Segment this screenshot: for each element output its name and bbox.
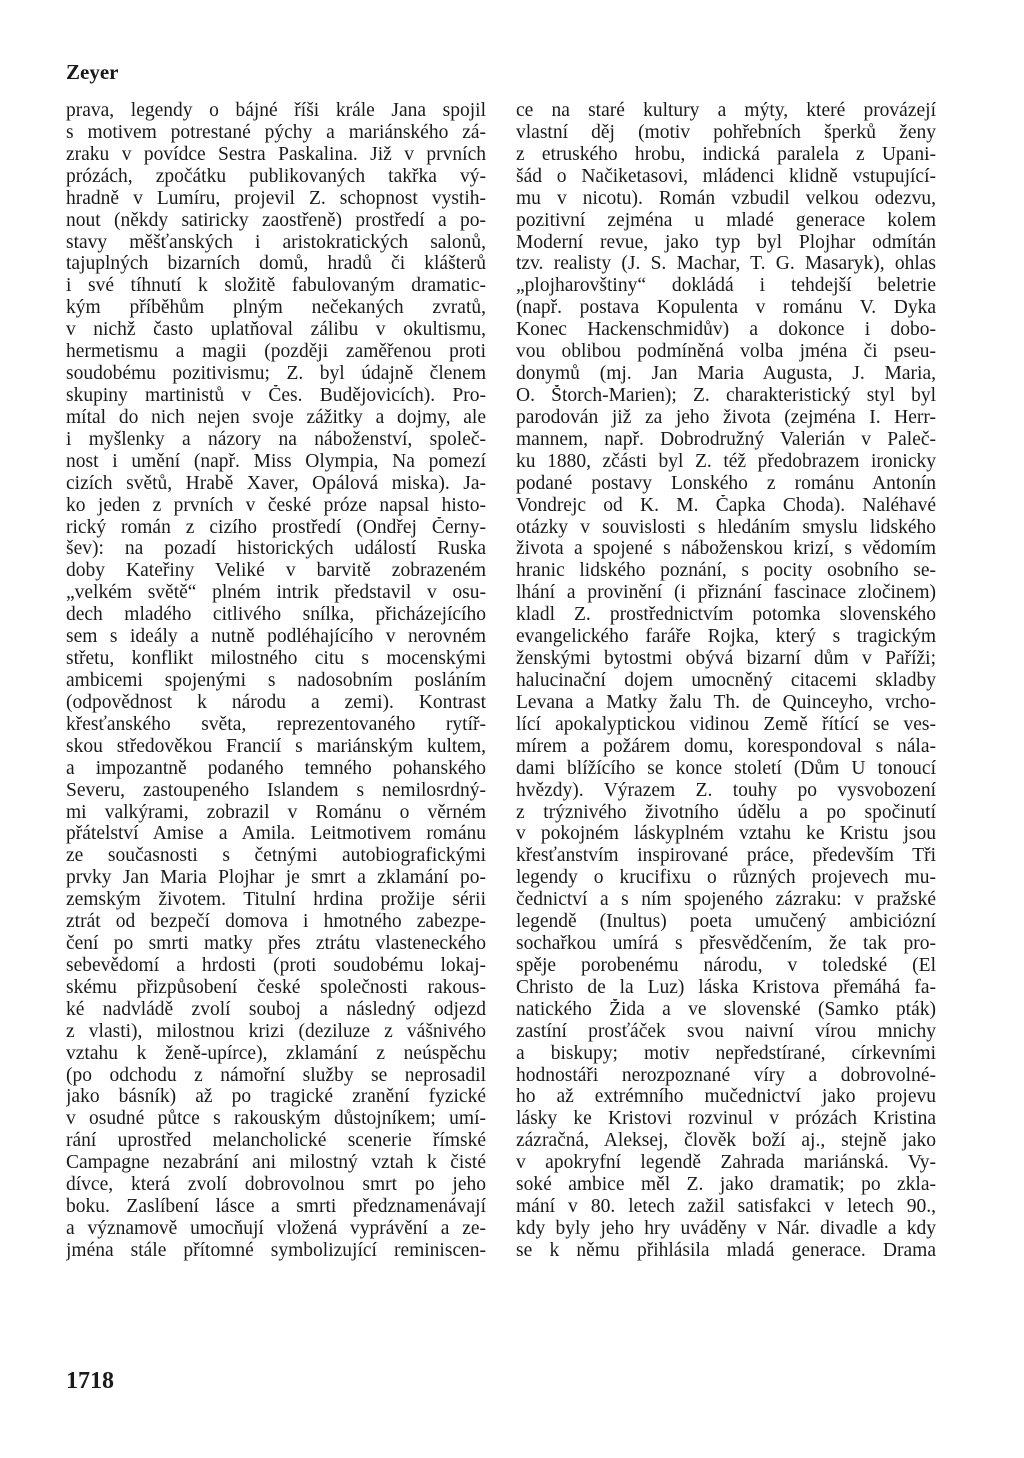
text-line: ko jeden z prvních v české próze napsal histo- bbox=[66, 494, 486, 516]
text-line: vztahu k ženě-upírce), zklamání z neúspěchu bbox=[66, 1042, 486, 1064]
text-line: života a spojené s náboženskou krizí, s vědomím bbox=[516, 538, 936, 560]
text-line: zemským životem. Titulní hrdina prožije sérii bbox=[66, 889, 486, 911]
text-line: ženskými bytostmi obývá bizarní dům v Paříži; bbox=[516, 648, 936, 670]
text-line: ztrát od bezpečí domova i hmotného zabezpe- bbox=[66, 911, 486, 933]
right-text-column bbox=[516, 100, 936, 1262]
text-line: hermetismu a magii (později zaměřenou proti bbox=[66, 341, 486, 363]
text-line: mu v nicotu). Román vzbudil velkou odezvu, bbox=[516, 187, 936, 209]
text-line: sem s ideály a nutně podléhajícího v nerovném bbox=[66, 626, 486, 648]
text-line: O. Štorch-Marien); Z. charakteristický styl byl bbox=[516, 384, 936, 406]
text-line: rický román z cizího prostředí (Ondřej Černy- bbox=[66, 516, 486, 538]
text-line: mání v 80. letech zažil satisfakci v letech 90., bbox=[516, 1196, 936, 1218]
text-line: rání uprostřed melancholické scenerie římské bbox=[66, 1130, 486, 1152]
text-line: soudobému pozitivismu; Z. byl údajně členem bbox=[66, 363, 486, 385]
text-line: vou oblibou podmíněná volba jména či pseu- bbox=[516, 341, 936, 363]
text-line: tzv. realisty (J. S. Machar, T. G. Masaryk), ohlas bbox=[516, 253, 936, 275]
text-line: i myšlenky a názory na náboženství, společ- bbox=[66, 428, 486, 450]
text-line: ho až extrémního mučednictví jako projevu bbox=[516, 1086, 936, 1108]
text-line: šev): na pozadí historických událostí Ruska bbox=[66, 538, 486, 560]
text-line: podané postavy Lonského z románu Antonín bbox=[516, 472, 936, 494]
text-line: kladl Z. prostřednictvím potomka slovenského bbox=[516, 604, 936, 626]
text-line: dami blížícího se konce století (Dům U tonoucí bbox=[516, 757, 936, 779]
text-line: nost i umění (např. Miss Olympia, Na pomezí bbox=[66, 450, 486, 472]
text-line: evangelického faráře Rojka, který s tragickým bbox=[516, 626, 936, 648]
text-line: ku 1880, zčásti byl Z. též předobrazem ironicky bbox=[516, 450, 936, 472]
text-line: křesťanského světa, reprezentovaného rytíř- bbox=[66, 713, 486, 735]
text-line: i své tíhnutí k složitě fabulovaným dramatic- bbox=[66, 275, 486, 297]
text-line: (např. postava Kopulenta v románu V. Dyka bbox=[516, 297, 936, 319]
text-line: prvky Jan Maria Plojhar je smrt a zklamání po- bbox=[66, 867, 486, 889]
text-line: se k němu přihlásila mladá generace. Drama bbox=[516, 1239, 936, 1261]
running-title: Zeyer bbox=[66, 60, 119, 84]
text-line: boku. Zaslíbení lásce a smrti předznamenávají bbox=[66, 1196, 486, 1218]
page-number: 1718 bbox=[66, 1368, 114, 1394]
text-line: hradně v Lumíru, projevil Z. schopnost vystih- bbox=[66, 187, 486, 209]
text-line: prózách, zpočátku publikovaných takřka vý- bbox=[66, 165, 486, 187]
text-line: v nichž často uplatňoval zálibu v okultismu, bbox=[66, 319, 486, 341]
text-line: stavy měšťanských i aristokratických salonů, bbox=[66, 231, 486, 253]
text-line: šád o Načiketasovi, mládenci klidně vstupující- bbox=[516, 165, 936, 187]
text-line: ce na staré kultury a mýty, které provázejí bbox=[516, 100, 936, 121]
text-line: sebevědomí a hrdosti (proti soudobému lokaj- bbox=[66, 954, 486, 976]
text-line: legendy o krucifixu o různých projevech mu- bbox=[516, 867, 936, 889]
text-line: z etruského hrobu, indická paralela z Upani- bbox=[516, 143, 936, 165]
text-line: doby Kateřiny Veliké v barvitě zobrazeném bbox=[66, 560, 486, 582]
text-line: čení po smrti matky přes ztrátu vlasteneckého bbox=[66, 933, 486, 955]
text-line: střetu, konflikt milostného citu s mocenskými bbox=[66, 648, 486, 670]
text-line: zastíní prosťáček svou naivní vírou mnichy bbox=[516, 1020, 936, 1042]
text-line: spěje porobenému národu, v toledské (El bbox=[516, 954, 936, 976]
text-line: mítal do nich nejen svoje zážitky a dojmy, ale bbox=[66, 406, 486, 428]
text-line: „plojharovštiny“ dokládá i tehdejší beletrie bbox=[516, 275, 936, 297]
text-line: soké ambice měl Z. jako dramatik; po zkla- bbox=[516, 1174, 936, 1196]
text-line: přátelství Amise a Amila. Leitmotivem románu bbox=[66, 823, 486, 845]
text-line: lící apokalyptickou vidinou Země řítící se ves- bbox=[516, 713, 936, 735]
text-line: v pokojném láskyplném vztahu ke Kristu jsou bbox=[516, 823, 936, 845]
text-line: dívce, která zvolí dobrovolnou smrt po jeho bbox=[66, 1174, 486, 1196]
text-line: Campagne nezabrání ani milostný vztah k čisté bbox=[66, 1152, 486, 1174]
text-line: (odpovědnost k národu a zemi). Kontrast bbox=[66, 691, 486, 713]
text-line: cizích světů, Hrabě Xaver, Opálová miska). Ja- bbox=[66, 472, 486, 494]
left-text-column bbox=[66, 100, 486, 1262]
text-line: pozitivní zejména u mladé generace kolem bbox=[516, 209, 936, 231]
text-line: Vondrejc od K. M. Čapka Choda). Naléhavé bbox=[516, 494, 936, 516]
text-line: v apokryfní legendě Zahrada mariánská. Vy- bbox=[516, 1152, 936, 1174]
text-line: Konec Hackenschmidův) a dokonce i dobo- bbox=[516, 319, 936, 341]
text-line: křesťanstvím inspirované práce, především Tři bbox=[516, 845, 936, 867]
text-line: dech mladého citlivého snílka, přicházejícího bbox=[66, 604, 486, 626]
text-line: z vlasti), milostnou krizi (deziluze z vášnivého bbox=[66, 1020, 486, 1042]
text-line: halucinační dojem umocněný citacemi skladby bbox=[516, 669, 936, 691]
text-line: Severu, zastoupeného Islandem s nemilosrdný- bbox=[66, 779, 486, 801]
text-line: prava, legendy o bájné říši krále Jana spojil bbox=[66, 100, 486, 121]
text-line: ze současnosti s četnými autobiografickými bbox=[66, 845, 486, 867]
text-line: mi valkýrami, zobrazil v Románu o věrném bbox=[66, 801, 486, 823]
text-line: z trýznivého životního údělu a po spočinutí bbox=[516, 801, 936, 823]
text-line: lhání a provinění (i přiznání fascinace zločinem) bbox=[516, 582, 936, 604]
text-line: Levana a Matky žalu Th. de Quinceyho, vrcho- bbox=[516, 691, 936, 713]
text-line: a impozantně podaného temného pohanského bbox=[66, 757, 486, 779]
text-line: ambicemi spojenými s nadosobním posláním bbox=[66, 669, 486, 691]
text-line: tajuplných bizarních domů, hradů či klášterů bbox=[66, 253, 486, 275]
text-line: hranic lidského poznání, s pocity osobního se- bbox=[516, 560, 936, 582]
text-line: zraku v povídce Sestra Paskalina. Již v prvních bbox=[66, 143, 486, 165]
text-line: legendě (Inultus) poeta umučený ambiciózní bbox=[516, 911, 936, 933]
text-line: kdy byly jeho hry uváděny v Nár. divadle a kdy bbox=[516, 1218, 936, 1240]
text-line: jako básník) až po tragické zranění fyzické bbox=[66, 1086, 486, 1108]
text-line: natického Žida a ve slovenské (Samko pták) bbox=[516, 998, 936, 1020]
text-line: a biskupy; motiv nepředstírané, církevními bbox=[516, 1042, 936, 1064]
text-line: „velkém světě“ plném intrik představil v osu- bbox=[66, 582, 486, 604]
text-line: parodován již za jeho života (zejména I. Herr- bbox=[516, 406, 936, 428]
text-line: kým příběhům plným nečekaných zvratů, bbox=[66, 297, 486, 319]
text-line: s motivem potrestané pýchy a mariánského zá- bbox=[66, 121, 486, 143]
text-line: skupiny martinistů v Čes. Budějovicích). Pro- bbox=[66, 384, 486, 406]
text-line: v osudné půtce s rakouským důstojníkem; umí- bbox=[66, 1108, 486, 1130]
text-line: jména stále přítomné symbolizující reminiscen- bbox=[66, 1239, 486, 1261]
text-line: (po odchodu z námořní služby se neprosadil bbox=[66, 1064, 486, 1086]
text-line: skou středověkou Francií s mariánským kultem, bbox=[66, 735, 486, 757]
text-line: hvězdy). Výrazem Z. touhy po vysvobození bbox=[516, 779, 936, 801]
text-line: lásky ke Kristovi rozvinul v prózách Kristina bbox=[516, 1108, 936, 1130]
text-line: a významově umocňují vložená vyprávění a ze- bbox=[66, 1218, 486, 1240]
text-line: zázračná, Aleksej, člověk boží aj., stejně jako bbox=[516, 1130, 936, 1152]
text-line: skému přizpůsobení české společnosti rakous- bbox=[66, 976, 486, 998]
text-line: ké nadvládě zvolí souboj a následný odjezd bbox=[66, 998, 486, 1020]
text-line: sochařkou umírá s přesvědčením, že tak pro- bbox=[516, 933, 936, 955]
text-line: Christo de la Luz) láska Kristova přemáhá fa- bbox=[516, 976, 936, 998]
text-line: mírem a požárem domu, korespondoval s nála- bbox=[516, 735, 936, 757]
text-line: vlastní děj (motiv pohřebních šperků ženy bbox=[516, 121, 936, 143]
text-line: donymů (mj. Jan Maria Augusta, J. Maria, bbox=[516, 363, 936, 385]
text-line: hodnostáři nerozpoznané víry a dobrovolné- bbox=[516, 1064, 936, 1086]
text-line: otázky v souvislosti s hledáním smyslu lidského bbox=[516, 516, 936, 538]
text-line: čednictví a s ním spojeného zázraku: v pražské bbox=[516, 889, 936, 911]
text-line: mannem, např. Dobrodružný Valerián v Paleč- bbox=[516, 428, 936, 450]
text-line: nout (někdy satiricky zaostřeně) prostředí a po- bbox=[66, 209, 486, 231]
text-line: Moderní revue, jako typ byl Plojhar odmítán bbox=[516, 231, 936, 253]
